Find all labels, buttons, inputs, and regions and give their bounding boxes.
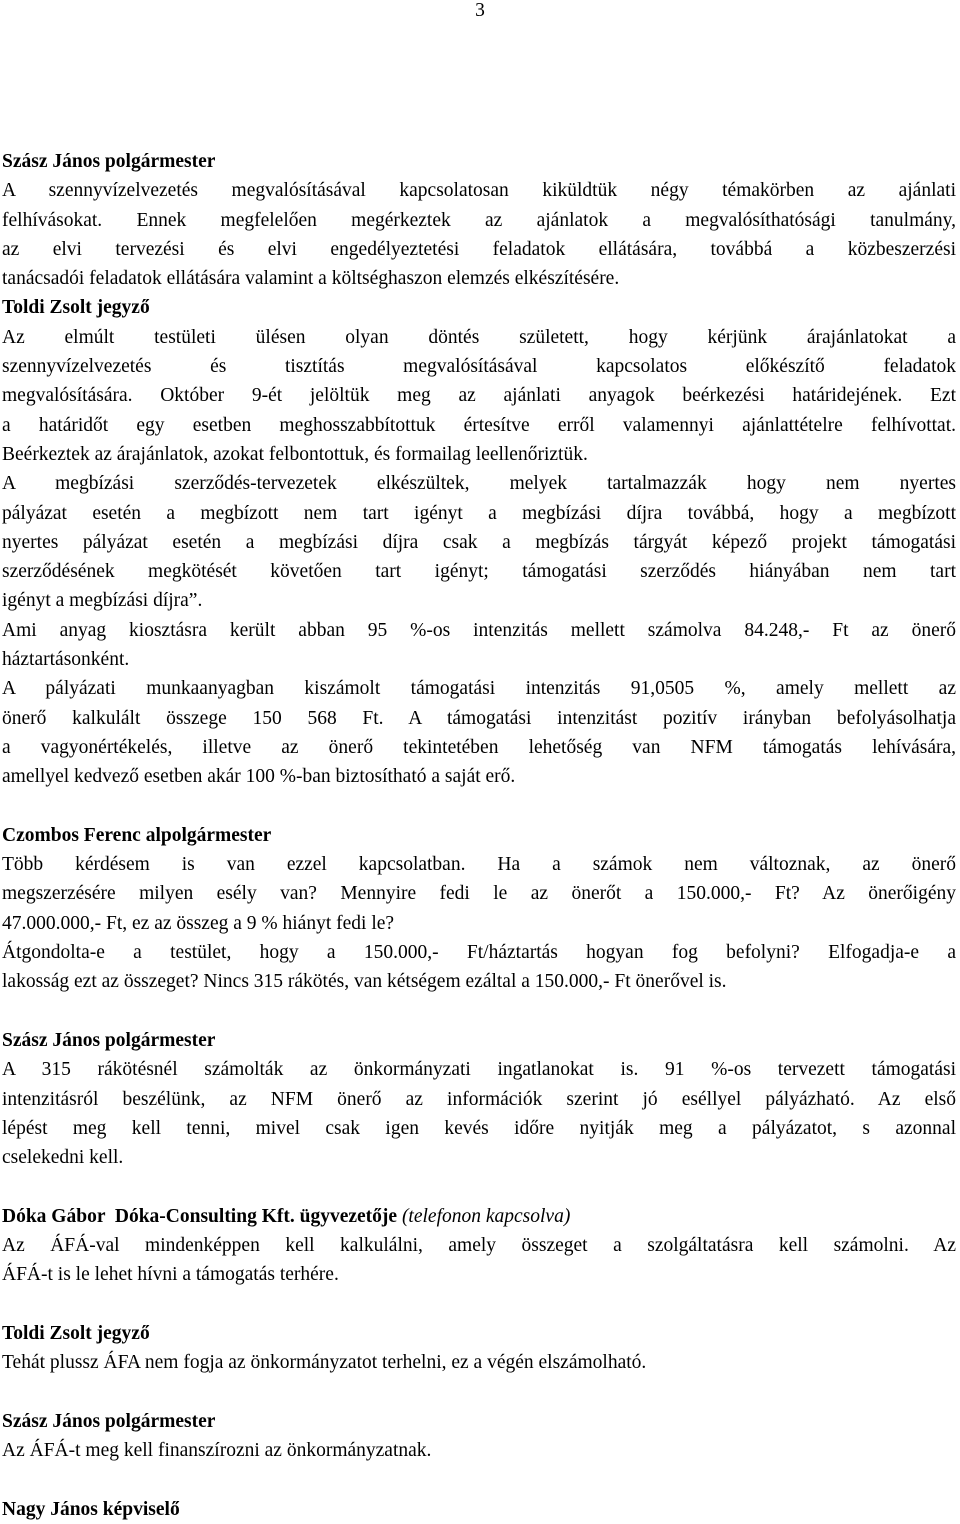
speech-paragraph: [2, 176, 956, 293]
speech-paragraph: [2, 323, 956, 792]
text-line: A szennyvízelvezetés megvalósításával kapcsolatosan kiküldtük négy témakörben az ajánlati: [2, 180, 956, 202]
speaker-block: [2, 147, 956, 293]
text-line: tanácsadói feladatok ellátására valamint a költséghaszon elemzés elkészítésére.: [2, 268, 620, 290]
text-line: háztartásonként.: [2, 649, 130, 671]
speaker-block: [2, 821, 956, 997]
text-line: megvalósítására. Október 9-ét jelöltük meg az ajánlati anyagok beérkezési határidejének. Ezt: [2, 385, 956, 407]
page-number: 3: [475, 0, 485, 21]
text-line: Az ÁFÁ-t meg kell finanszírozni az önkormányzatnak.: [2, 1440, 432, 1462]
paragraph-gap: [2, 997, 956, 1026]
speaker-name: Toldi Zsolt jegyző: [2, 297, 150, 319]
text-line: A pályázati munkaanyagban kiszámolt támogatási intenzitás 91,0505 %, amely mellett az: [2, 678, 956, 700]
speaker-block: [2, 1319, 956, 1378]
text-line: lépést meg kell tenni, mivel csak igen kevés időre nyitják meg a pályázatot, s azonnal: [2, 1117, 956, 1139]
text-line: pályázat esetén a megbízott nem tart igényt a megbízási díjra továbbá, hogy a megbízott: [2, 502, 956, 524]
text-line: Több kérdésem is van ezzel kapcsolatban. Ha a számok nem változnak, az önerő: [2, 854, 956, 876]
speaker-name: Nagy János képviselő: [2, 1498, 180, 1520]
speech-paragraph: [2, 1231, 956, 1290]
text-line: felhívásokat. Ennek megfelelően megérkeztek az ajánlatok a megvalósíthatósági tanulmány,: [2, 209, 956, 231]
speaker-block: [2, 293, 956, 791]
text-line: A 315 rákötésnél számolták az önkormányzati ingatlanokat is. 91 %-os tervezett támogatási: [2, 1059, 956, 1081]
speaker-name: Dóka Gábor Dóka-Consulting Kft. ügyvezetője: [2, 1205, 398, 1227]
text-line: Tehát plussz ÁFA nem fogja az önkormányzatot terhelni, ez a végén elszámolható.: [2, 1352, 647, 1374]
text-line: Átgondolta-e a testület, hogy a 150.000,- Ft/háztartás hogyan fog befolyni? Elfogadja-e a: [2, 942, 956, 964]
paragraph-gap: [2, 1377, 956, 1406]
text-line: cselekedni kell.: [2, 1147, 124, 1169]
text-line: szennyvízelvezetés és tisztítás megvalósításával kapcsolatos előkészítő feladatok: [2, 356, 956, 378]
text-line: A megbízási szerződés-tervezetek elkészültek, melyek tartalmazzák hogy nem nyertes: [2, 473, 956, 495]
text-line: a határidőt egy esetben meghosszabbítottuk értesítve erről valamennyi ajánlattételre felhívottat.: [2, 414, 956, 436]
text-line: megszerzésére milyen esély van? Mennyire fedi le az önerőt a 150.000,- Ft? Az önerőigény: [2, 883, 956, 905]
speaker-note: (telefonon kapcsolva): [401, 1205, 571, 1227]
paragraph-gap: [2, 1290, 956, 1319]
speaker-block: [2, 1407, 956, 1466]
speaker-heading: [2, 1202, 956, 1231]
speaker-name: Szász János polgármester: [2, 1029, 216, 1051]
text-line: a vagyonértékelés, illetve az önerő tekintetében lehetőség van NFM támogatás lehívására,: [2, 736, 956, 758]
text-line: Az elmúlt testületi ülésen olyan döntés született, hogy kérjünk árajánlatokat a: [2, 326, 956, 348]
speech-paragraph: [2, 1348, 956, 1377]
speaker-block: [2, 1202, 956, 1290]
text-line: Az ÁFÁ-val mindenképpen kell kalkulálni, amely összeget a szolgáltatásra kell számolni. Az: [2, 1234, 956, 1256]
text-line: az elvi tervezési és elvi engedélyeztetési feladatok ellátására, továbbá a közbeszerzési: [2, 238, 956, 260]
speech-paragraph: [2, 850, 956, 996]
speaker-block: [2, 1026, 956, 1172]
text-line: intenzitásról beszélünk, az NFM önerő az információk szerint jó eséllyel pályázható. Az első: [2, 1088, 956, 1110]
text-line: Ami anyag kiosztásra került abban 95 %-os intenzitás mellett számolva 84.248,- Ft az önerő: [2, 619, 956, 641]
document-body: [2, 147, 956, 1524]
speaker-name: Czombos Ferenc alpolgármester: [2, 824, 272, 846]
paragraph-gap: [2, 792, 956, 821]
text-line: szerződésének megkötését követően tart igényt; támogatási szerződés hiányában nem tart: [2, 561, 956, 583]
speaker-name: Szász János polgármester: [2, 1410, 216, 1432]
speaker-name: Toldi Zsolt jegyző: [2, 1322, 150, 1344]
paragraph-gap: [2, 1172, 956, 1201]
text-line: önerő kalkulált összege 150 568 Ft. A támogatási intenzitást pozitív irányban befolyásolhatja: [2, 707, 956, 729]
text-line: lakosság ezt az összeget? Nincs 315 rákötés, van kétségem ezáltal a 150.000,- Ft önerővel is.: [2, 971, 727, 993]
paragraph-gap: [2, 1465, 956, 1494]
speech-paragraph: [2, 1436, 956, 1465]
text-line: 47.000.000,- Ft, ez az összeg a 9 % hiányt fedi le?: [2, 912, 395, 934]
speaker-block: [2, 1495, 956, 1524]
text-line: igényt a megbízási díjra”.: [2, 590, 203, 612]
speech-paragraph: [2, 1055, 956, 1172]
text-line: nyertes pályázat esetén a megbízási díjra csak a megbízás tárgyát képező projekt támogatási: [2, 531, 956, 553]
speaker-name: Szász János polgármester: [2, 151, 216, 172]
text-line: amellyel kedvező esetben akár 100 %-ban biztosítható a saját erő.: [2, 766, 516, 788]
text-line: Beérkeztek az árajánlatok, azokat felbontottuk, és formailag leellenőriztük.: [2, 443, 588, 465]
text-line: ÁFÁ-t is le lehet hívni a támogatás terhére.: [2, 1264, 339, 1286]
